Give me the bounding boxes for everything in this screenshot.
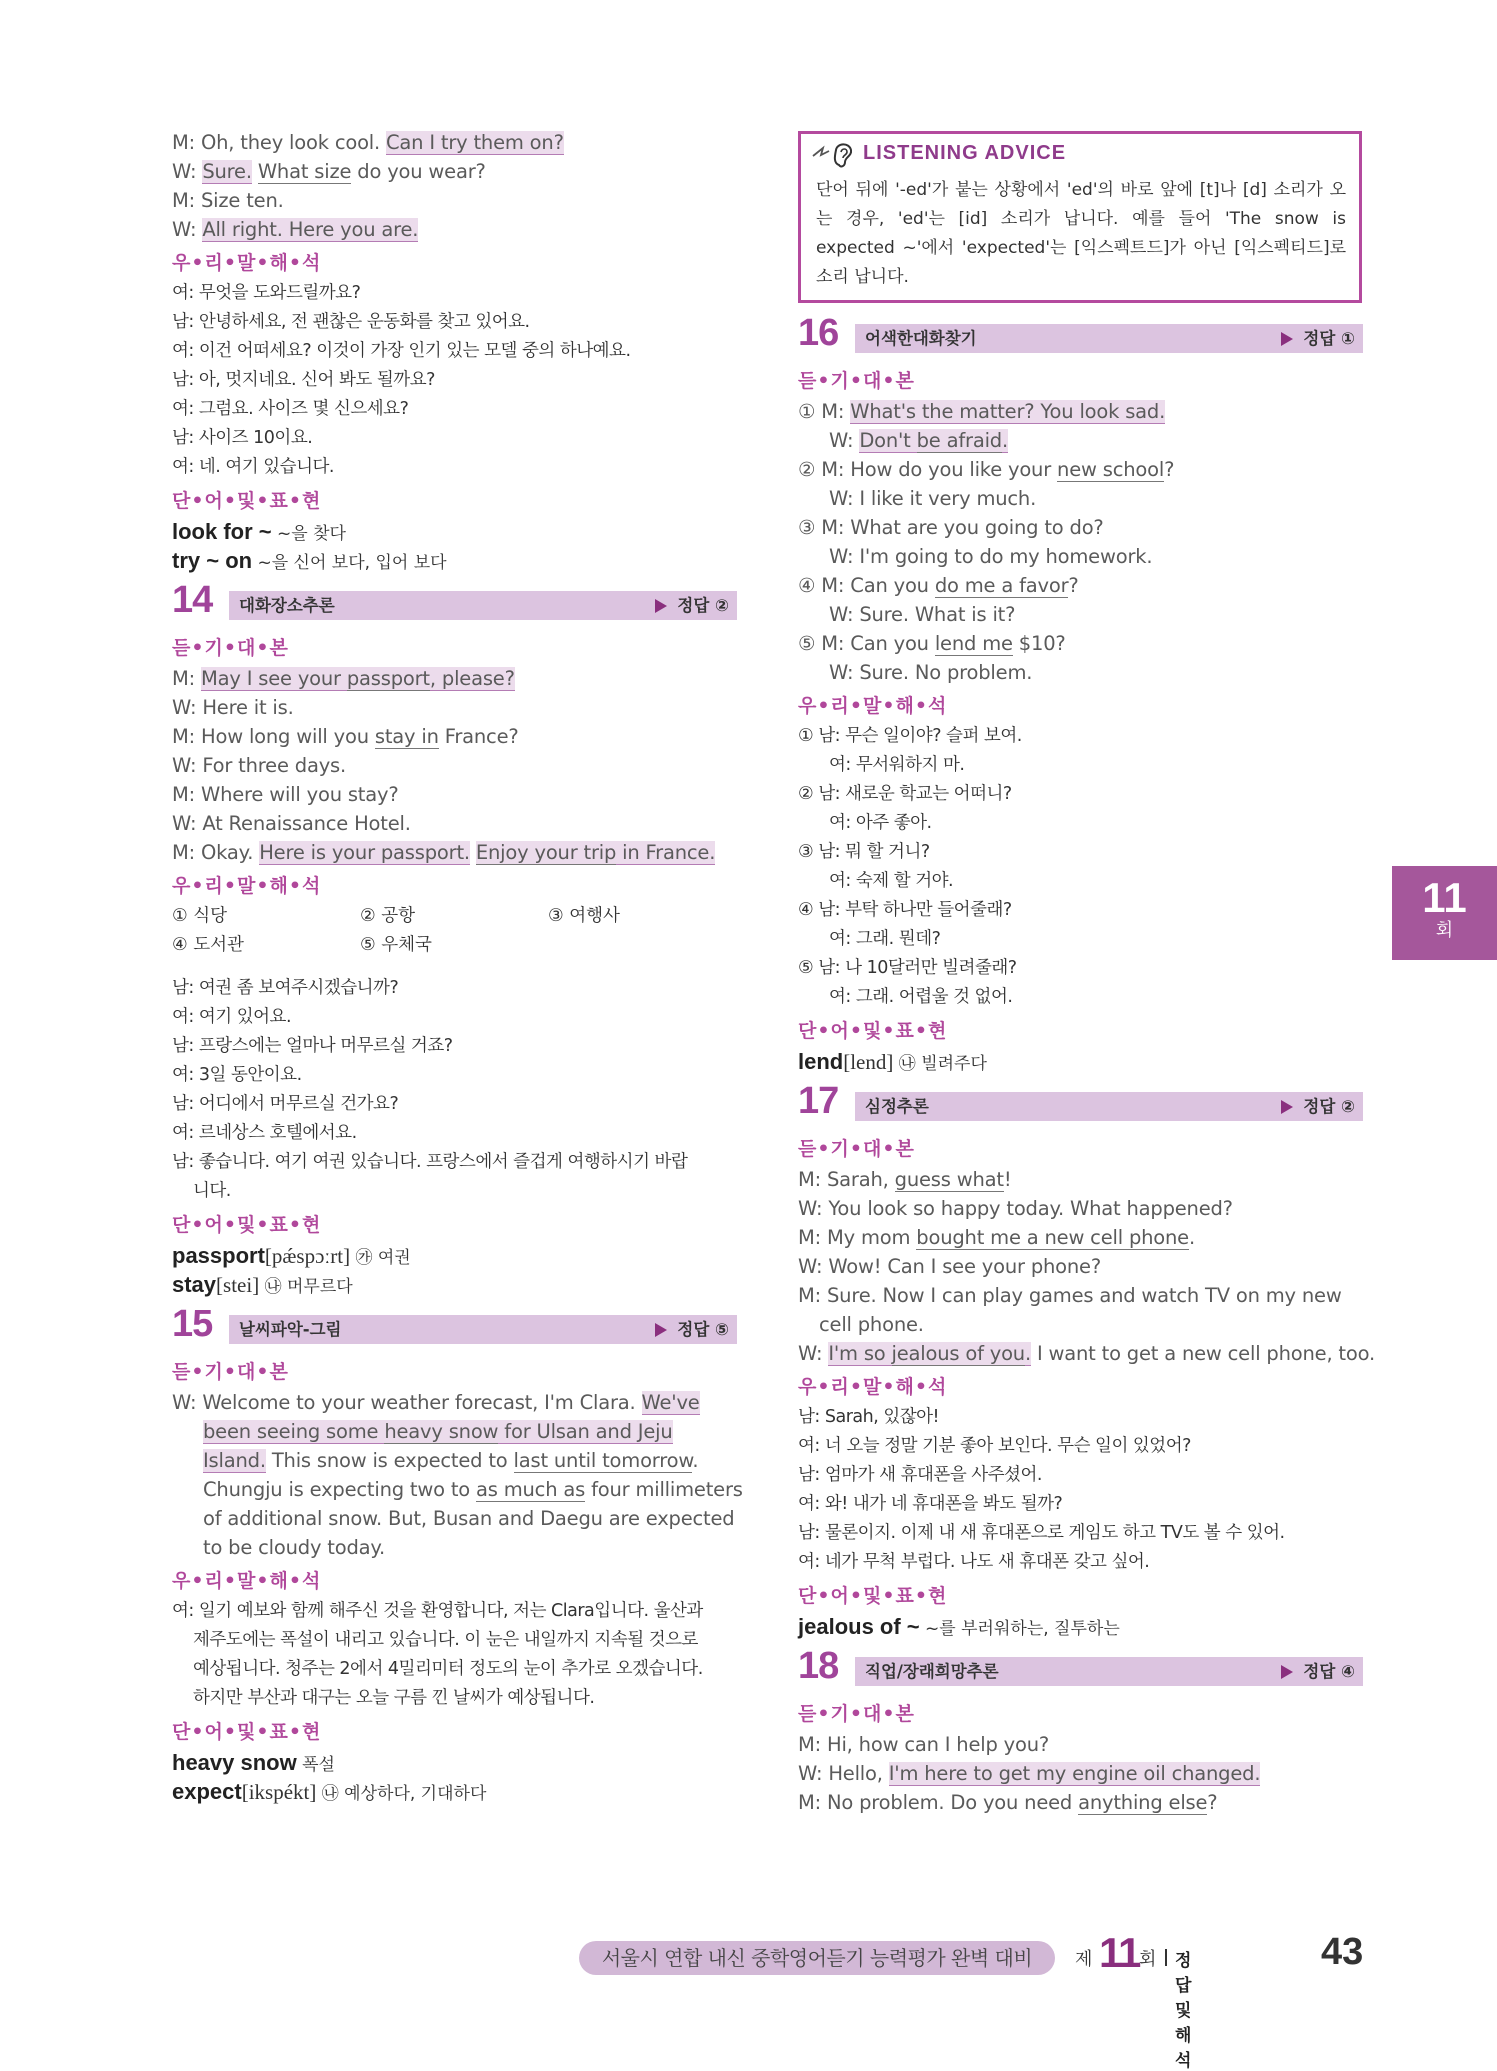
highlighted-phrase: Enjoy your trip <box>475 841 617 864</box>
q13-translation <box>172 279 737 482</box>
q18-script-heading: 듣•기•대•본 <box>798 1703 915 1725</box>
q16-header-bar <box>855 324 1363 353</box>
q14-translation-cont: 니다. <box>193 1181 231 1201</box>
speaker-label: W: <box>172 160 203 183</box>
translation-line: 남: 아, 멋지네요. 신어 봐도 될까요? <box>172 370 435 390</box>
speaker-label: W: <box>829 487 860 510</box>
dialogue-text: Where will you stay? <box>201 783 399 806</box>
q14-choice: ① 식당 <box>172 906 228 926</box>
highlighted-phrase: Island. <box>203 1449 266 1472</box>
dialogue-text: Sure. No problem. <box>859 661 1033 684</box>
highlighted-phrase: I'm so <box>828 1342 892 1365</box>
speaker-label: W: <box>172 696 203 719</box>
speaker-label: M: <box>798 1168 827 1191</box>
footer-hoe: 회 <box>1139 1949 1157 1970</box>
vocab-word: jealous of ~ <box>798 1614 920 1639</box>
q14-header-bar <box>229 591 737 620</box>
speaker-label: M: <box>798 1791 827 1814</box>
highlighted-phrase: as much as <box>476 1478 586 1501</box>
q18-answer: 정답 ④ <box>1281 1657 1355 1686</box>
q15-dialogue <box>172 1388 743 1562</box>
translation-line: 남: 프랑스에는 얼마나 머무르실 거죠? <box>172 1036 453 1056</box>
dialogue-line <box>172 157 737 186</box>
q15-type: 날씨파악-그림 <box>239 1320 342 1339</box>
translation-line: ① 남: 무슨 일이야? 슬퍼 보여. <box>798 726 1022 746</box>
round-side-tab-label: 회 <box>1435 920 1454 941</box>
vocab-item <box>172 1270 737 1299</box>
dialogue-line <box>172 780 737 809</box>
q14-number: 14 <box>172 579 213 621</box>
dialogue-text: Oh, they look cool. <box>201 131 387 154</box>
dialogue-line <box>172 1446 737 1475</box>
q14-translation-heading: 우•리•말•해•석 <box>172 875 322 897</box>
translation-line: 여: 여기 있어요. <box>172 1007 292 1027</box>
dialogue-line <box>798 1730 1363 1759</box>
translation-line: 여: 르네상스 호텔에서요. <box>172 1123 357 1143</box>
q17-vocab-heading: 단•어•및•표•현 <box>798 1585 948 1607</box>
translation-line: 여: 그래. 뭔데? <box>829 929 941 949</box>
speaker-label: M: <box>172 667 201 690</box>
dialogue-line <box>798 1165 1363 1194</box>
speaker-label: M: <box>172 783 201 806</box>
q14-vocab-heading: 단•어•및•표•현 <box>172 1214 322 1236</box>
vocab-meaning: ㉯ 예상하다, 기대하다 <box>316 1784 487 1804</box>
dialogue-text: Sure. What is it? <box>859 603 1016 626</box>
translation-line: ④ 남: 부탁 하나만 들어줄래? <box>798 900 1012 920</box>
q16-vocab <box>798 1047 1363 1076</box>
speaker-label: W: <box>172 754 203 777</box>
dialogue-text: $10? <box>1012 632 1066 655</box>
highlighted-phrase: What's the matter? You look sad. <box>850 400 1166 423</box>
speaker-label: W: <box>798 1342 829 1365</box>
dialogue-line <box>172 722 737 751</box>
dialogue-text: Hello, <box>828 1762 889 1785</box>
q16-vocab-heading: 단•어•및•표•현 <box>798 1020 948 1042</box>
dialogue-text: ? <box>1068 574 1079 597</box>
q14-choices-row1 <box>172 902 737 931</box>
translation-line: 남: 안녕하세요, 전 괜찮은 운동화를 찾고 있어요. <box>172 312 530 332</box>
answer-arrow-icon <box>655 1323 667 1337</box>
highlighted-phrase: be afraid <box>916 429 1002 452</box>
dialogue-text: four millimeters <box>585 1478 743 1501</box>
dialogue-line <box>798 1194 1363 1223</box>
vocab-meaning: ~을 찾다 <box>271 524 346 544</box>
speaker-label: W: <box>829 661 860 684</box>
q17-type: 심정추론 <box>865 1097 929 1116</box>
translation-line: 여: 네가 무척 부럽다. 나도 새 휴대폰 갖고 싶어. <box>798 1552 1150 1572</box>
highlighted-phrase: lend me <box>934 632 1013 655</box>
listening-advice-body: 단어 뒤에 '-ed'가 붙는 상황에서 'ed'의 바로 앞에 [t]나 [d] 소리가 오는 경우, 'ed'는 [id] 소리가 납니다. 예를 들어 'The snow is expected ~'에서 'expected'는 [익스펙트드]가 아닌 [익스펙티드]로 소리 납니다. <box>816 180 1346 287</box>
q16-script-heading: 듣•기•대•본 <box>798 370 915 392</box>
translation-line: 남: Sarah, 있잖아! <box>798 1407 940 1427</box>
round-side-tab-number: 11 <box>1422 874 1467 921</box>
q18-header <box>798 1645 1363 1695</box>
vocab-item <box>172 517 737 546</box>
dialogue-line <box>172 215 737 244</box>
translation-line: 여: 네. 여기 있습니다. <box>172 457 334 477</box>
answer-arrow-icon <box>1281 1665 1293 1679</box>
dialogue-line <box>172 186 737 215</box>
highlighted-phrase: for Ulsan and Jeju <box>498 1420 673 1443</box>
highlighted-phrase: jealous of you <box>891 1342 1025 1365</box>
dialogue-line <box>798 1252 1363 1281</box>
vocab-item <box>172 1777 737 1806</box>
speaker-label: W: <box>798 1762 829 1785</box>
dialogue-text: of additional snow. But, Busan and Daegu are expected <box>203 1507 735 1530</box>
dialogue-text: Hi, how can I help you? <box>827 1733 1050 1756</box>
dialogue-text <box>252 160 258 183</box>
dialogue-text: I like it very much. <box>859 487 1037 510</box>
dialogue-text: Welcome to your weather forecast, I'm Clara. <box>202 1391 642 1414</box>
q18-header-bar <box>855 1657 1363 1686</box>
speaker-label: ④ M: <box>798 574 851 597</box>
vocab-word: stay <box>172 1272 217 1297</box>
ear-icon <box>809 138 859 176</box>
translation-line: 여: 아주 좋아. <box>829 813 932 833</box>
highlighted-phrase: May I see your <box>201 667 347 690</box>
q16-number: 16 <box>798 312 839 354</box>
highlighted-phrase: I'm here to get my engine oil changed. <box>888 1762 1261 1785</box>
dialogue-text: . <box>692 1449 699 1472</box>
dialogue-line <box>172 809 737 838</box>
q14-header <box>172 579 737 629</box>
q16-header <box>798 312 1363 362</box>
q17-header <box>798 1080 1363 1130</box>
dialogue-text: You look so happy today. What happened? <box>828 1197 1233 1220</box>
translation-line: 여: 3일 동안이요. <box>172 1065 302 1085</box>
dialogue-line <box>798 1281 1363 1310</box>
translation-line: 여: 그래. 어렵울 것 없어. <box>829 987 1013 1007</box>
translation-line: 제주도에는 폭설이 내리고 있습니다. 이 눈은 내일까지 지속될 것으로 <box>193 1630 698 1650</box>
speaker-label: M: <box>172 131 201 154</box>
dialogue-line <box>172 1533 737 1562</box>
dialogue-text: Wow! Can I see your phone? <box>828 1255 1101 1278</box>
highlighted-phrase: been seeing some <box>203 1420 385 1443</box>
speaker-label: ⑤ M: <box>798 632 851 655</box>
dialogue-line <box>798 1759 1363 1788</box>
q15-script-heading: 듣•기•대•본 <box>172 1361 289 1383</box>
highlighted-phrase: stay in <box>374 725 439 748</box>
speaker-label: W: <box>829 545 860 568</box>
translation-line: 여: 그럼요. 사이즈 몇 신으세요? <box>172 399 409 419</box>
footer-round-number: 11 <box>1099 1929 1140 1976</box>
vocab-word: look for ~ <box>172 519 272 544</box>
dialogue-line <box>798 1339 1375 1368</box>
q17-translation-heading: 우•리•말•해•석 <box>798 1376 948 1398</box>
q14-choice: ⑤ 우체국 <box>360 935 432 955</box>
footer-je: 제 <box>1075 1949 1093 1970</box>
translation-line: 남: 엄마가 새 휴대폰을 사주셨어. <box>798 1465 1042 1485</box>
dialogue-text: ? <box>1207 1791 1218 1814</box>
q15-answer: 정답 ⑤ <box>655 1315 729 1344</box>
dialogue-text: ! <box>1003 1168 1012 1191</box>
dialogue-text: Sure. Now I can play games and watch TV on my new <box>827 1284 1342 1307</box>
highlighted-phrase: heavy snow <box>384 1420 499 1443</box>
dialogue-text: For three days. <box>202 754 346 777</box>
q14-choice: ② 공항 <box>360 906 416 926</box>
dialogue-text: How do you like your <box>850 458 1058 481</box>
vocab-meaning: 폭설 <box>296 1755 335 1775</box>
speaker-label: M: <box>798 1284 827 1307</box>
vocab-meaning: ㉯ 머무르다 <box>259 1277 353 1297</box>
vocab-word: try ~ on <box>172 548 253 573</box>
translation-line: ③ 남: 뭐 할 거니? <box>798 842 930 862</box>
highlighted-phrase: , please? <box>429 667 515 690</box>
dialogue-text: No problem. Do you need <box>827 1791 1079 1814</box>
vocab-item <box>172 1241 737 1270</box>
q14-choice: ③ 여행사 <box>548 906 620 926</box>
speaker-label: W: <box>829 603 860 626</box>
vocab-phonetic: [stei] <box>216 1273 260 1297</box>
q14-script-heading: 듣•기•대•본 <box>172 637 289 659</box>
translation-line: 남: 여권 좀 보여주시겠습니까? <box>172 978 399 998</box>
dialogue-text: Size ten. <box>201 189 284 212</box>
highlighted-phrase: All right. Here you are. <box>202 218 419 241</box>
book-title-pill: 서울시 연합 내신 중학영어듣기 능력평가 완벽 대비 <box>579 1941 1055 1975</box>
dialogue-line <box>798 1223 1363 1252</box>
dialogue-line <box>798 397 1363 426</box>
dialogue-text: Sarah, <box>827 1168 895 1191</box>
q14-dialogue <box>172 664 737 867</box>
speaker-label: M: <box>172 841 201 864</box>
highlighted-phrase: Here is your passport. <box>259 841 470 864</box>
dialogue-line <box>172 128 737 157</box>
q14-choices-row2 <box>172 931 737 960</box>
vocab-word: expect <box>172 1779 242 1804</box>
q16-translation <box>798 722 1363 1012</box>
q14-vocab <box>172 1241 737 1299</box>
translation-line: 여: 너 오늘 정말 기분 좋아 보인다. 무슨 일이 있었어? <box>798 1436 1191 1456</box>
dialogue-line <box>172 1388 737 1417</box>
vocab-word: heavy snow <box>172 1750 297 1775</box>
translation-line: 남: 물론이지. 이제 내 새 휴대폰으로 게임도 하고 TV도 볼 수 있어. <box>798 1523 1285 1543</box>
q13-translation-heading: 우•리•말•해•석 <box>172 252 322 274</box>
dialogue-line <box>172 1417 737 1446</box>
q17-answer: 정답 ② <box>1281 1092 1355 1121</box>
dialogue-text: to be cloudy today. <box>203 1536 385 1559</box>
speaker-label: W: <box>172 1391 203 1414</box>
vocab-meaning: ~를 부러워하는, 질투하는 <box>919 1619 1120 1639</box>
left-column <box>172 128 743 1806</box>
q15-number: 15 <box>172 1303 213 1345</box>
vocab-item <box>172 546 737 575</box>
highlighted-phrase: Can I try them on? <box>386 131 564 154</box>
dialogue-line <box>172 693 737 722</box>
highlighted-phrase: We've <box>641 1391 700 1414</box>
highlighted-phrase: . <box>1024 1342 1031 1365</box>
speaker-label: M: <box>172 725 201 748</box>
translation-line: 남: 어디에서 머무르실 건가요? <box>172 1094 399 1114</box>
q18-number: 18 <box>798 1645 839 1687</box>
q15-translation <box>172 1597 737 1626</box>
dialogue-line <box>798 455 1363 484</box>
dialogue-line <box>798 658 1363 687</box>
dialogue-text: My mom <box>827 1226 917 1249</box>
listening-advice-title: LISTENING ADVICE <box>863 142 1067 164</box>
q15-header-bar <box>229 1315 737 1344</box>
highlighted-phrase: bought me a new cell phone <box>916 1226 1189 1249</box>
q16-translation-heading: 우•리•말•해•석 <box>798 695 948 717</box>
q17-vocab <box>798 1612 1363 1641</box>
dialogue-line <box>172 751 737 780</box>
dialogue-text: I'm going to do my homework. <box>859 545 1153 568</box>
dialogue-text: ? <box>1164 458 1175 481</box>
q15-translation-cont <box>172 1626 737 1713</box>
dialogue-text: This snow is expected to <box>265 1449 514 1472</box>
page-number: 43 <box>1321 1931 1364 1973</box>
q16-answer: 정답 ① <box>1281 324 1355 353</box>
dialogue-line <box>798 1310 1363 1339</box>
q15-header <box>172 1303 737 1353</box>
speaker-label: W: <box>798 1255 829 1278</box>
q14-type: 대화장소추론 <box>239 596 335 615</box>
speaker-label: M: <box>798 1226 827 1249</box>
highlighted-phrase: anything else <box>1078 1791 1208 1814</box>
q16-type: 어색한대화찾기 <box>865 329 977 348</box>
highlighted-phrase: . <box>1001 429 1008 452</box>
translation-line: 예상됩니다. 청주는 2에서 4밀리미터 정도의 눈이 추가로 오겠습니다. <box>193 1659 703 1679</box>
dialogue-text: How long will you <box>201 725 375 748</box>
speaker-label: M: <box>172 189 201 212</box>
highlighted-phrase: new school <box>1057 458 1165 481</box>
translation-line: 하지만 부산과 대구는 오늘 구름 낀 날씨가 예상됩니다. <box>193 1688 595 1708</box>
translation-line: 여: 와! 내가 네 휴대폰을 봐도 될까? <box>798 1494 1063 1514</box>
translation-line: 여: 이건 어떠세요? 이것이 가장 인기 있는 모델 중의 하나예요. <box>172 341 631 361</box>
vocab-meaning: ㉮ 여권 <box>350 1248 411 1268</box>
vocab-word: lend <box>798 1049 844 1074</box>
footer-separator <box>1165 1949 1167 1966</box>
vocab-phonetic: [ikspékt] <box>241 1780 317 1804</box>
q13-vocab-heading: 단•어•및•표•현 <box>172 490 322 512</box>
dialogue-line <box>798 484 1363 513</box>
answer-arrow-icon <box>1281 332 1293 346</box>
dialogue-line <box>798 571 1363 600</box>
translation-line: 남: 사이즈 10이요. <box>172 428 313 448</box>
vocab-meaning: ㉯ 빌려주다 <box>893 1054 987 1074</box>
dialogue-text: do you wear? <box>351 160 486 183</box>
q18-type: 직업/장래희망추론 <box>865 1662 999 1681</box>
dialogue-line <box>172 1475 743 1504</box>
dialogue-text: I want to get a new cell phone, too. <box>1030 1342 1375 1365</box>
q14-translation <box>172 974 737 1177</box>
speaker-label: ② M: <box>798 458 851 481</box>
right-column <box>798 312 1375 1817</box>
translation-line: ⑤ 남: 나 10달러만 빌려줄래? <box>798 958 1017 978</box>
q17-header-bar <box>855 1092 1363 1121</box>
q16-dialogue <box>798 397 1363 687</box>
dialogue-text: At Renaissance Hotel. <box>202 812 411 835</box>
highlighted-phrase: last until tomorrow <box>513 1449 693 1472</box>
dialogue-line <box>172 1504 737 1533</box>
speaker-label: W: <box>172 812 203 835</box>
vocab-word: passport <box>172 1243 265 1268</box>
dialogue-line <box>798 629 1363 658</box>
speaker-label: W: <box>798 1197 829 1220</box>
highlighted-phrase: guess what <box>894 1168 1004 1191</box>
q14-choice: ④ 도서관 <box>172 935 244 955</box>
dialogue-text: Okay. <box>201 841 260 864</box>
highlighted-phrase: in France. <box>616 841 716 864</box>
dialogue-line <box>172 664 737 693</box>
q17-translation <box>798 1403 1363 1577</box>
q17-script-heading: 듣•기•대•본 <box>798 1138 915 1160</box>
dialogue-text: France? <box>438 725 519 748</box>
q17-dialogue <box>798 1165 1375 1368</box>
highlighted-phrase: What size <box>257 160 352 183</box>
dialogue-text: Can you <box>850 574 935 597</box>
translation-line: 여: 무서워하지 마. <box>829 755 965 775</box>
vocab-item <box>798 1612 1363 1641</box>
dialogue-text <box>470 841 476 864</box>
speaker-label: ③ M: <box>798 516 851 539</box>
dialogue-line <box>798 600 1363 629</box>
dialogue-line <box>798 542 1363 571</box>
speaker-label: ① M: <box>798 400 851 423</box>
highlighted-phrase: Don't <box>859 429 917 452</box>
speaker-label: W: <box>172 218 203 241</box>
dialogue-text: Can you <box>850 632 935 655</box>
vocab-item <box>798 1047 1363 1076</box>
dialogue-line <box>172 838 737 867</box>
translation-line: ② 남: 새로운 학교는 어떠니? <box>798 784 1012 804</box>
vocab-phonetic: [lend] <box>843 1050 894 1074</box>
highlighted-phrase: passport <box>346 667 430 690</box>
q18-dialogue <box>798 1730 1363 1817</box>
vocab-meaning: ~을 신어 보다, 입어 보다 <box>252 553 447 573</box>
dialogue-line <box>798 513 1363 542</box>
q13-dialogue <box>172 128 737 244</box>
q17-number: 17 <box>798 1080 839 1122</box>
listening-advice-box <box>798 131 1362 303</box>
speaker-label: W: <box>829 429 860 452</box>
dialogue-text: Here it is. <box>202 696 294 719</box>
q15-vocab-heading: 단•어•및•표•현 <box>172 1721 322 1743</box>
translation-line: 여: 숙제 할 거야. <box>829 871 954 891</box>
dialogue-text: Chungju is expecting two to <box>203 1478 477 1501</box>
q15-translation-heading: 우•리•말•해•석 <box>172 1570 322 1592</box>
answer-arrow-icon <box>1281 1100 1293 1114</box>
dialogue-text: What are you going to do? <box>850 516 1104 539</box>
dialogue-line <box>798 1788 1363 1817</box>
q14-answer: 정답 ② <box>655 591 729 620</box>
translation-line: 여: 무엇을 도와드릴까요? <box>172 283 361 303</box>
vocab-phonetic: [pǽspɔːrt] <box>264 1244 351 1268</box>
speaker-label: M: <box>798 1733 827 1756</box>
translation-line: 남: 좋습니다. 여기 여권 있습니다. 프랑스에서 즐겁게 여행하시기 바랍 <box>172 1152 688 1172</box>
highlighted-phrase: Sure. <box>202 160 252 183</box>
vocab-item <box>172 1748 737 1777</box>
footer-section-label: 정답 및 해석 <box>1175 1951 1192 2071</box>
round-side-tab <box>1392 866 1497 960</box>
dialogue-text: . <box>1188 1226 1195 1249</box>
translation-line: 여: 일기 예보와 함께 해주신 것을 환영합니다, 저는 Clara입니다. 울산과 <box>172 1601 703 1621</box>
q15-vocab <box>172 1748 737 1806</box>
answer-arrow-icon <box>655 599 667 613</box>
highlighted-phrase: do me a favor <box>934 574 1069 597</box>
dialogue-line <box>798 426 1363 455</box>
q13-vocab <box>172 517 737 575</box>
dialogue-text: cell phone. <box>819 1313 924 1336</box>
